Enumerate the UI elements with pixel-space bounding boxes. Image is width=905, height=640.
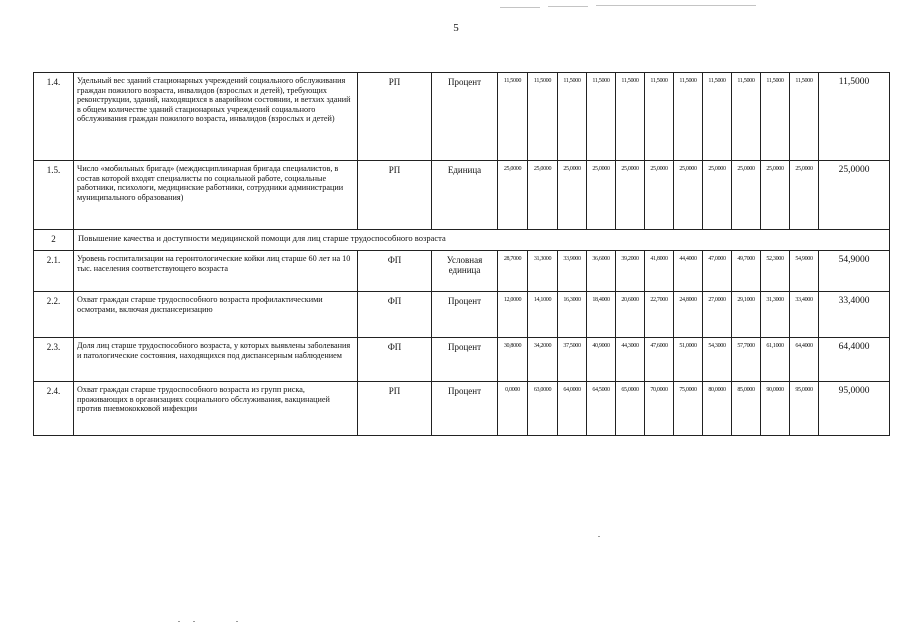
unit-of-measure: Процент [432, 292, 498, 338]
year-value: 64,5000 [587, 382, 616, 436]
unit-of-measure: Единица [432, 161, 498, 230]
year-value: 64,4000 [790, 338, 819, 382]
year-value: 28,7000 [498, 251, 528, 292]
year-value: 20,6000 [616, 292, 645, 338]
scan-speck [236, 621, 238, 622]
scan-speck [178, 621, 180, 622]
year-value: 11,5000 [616, 73, 645, 161]
final-value: 95,0000 [819, 382, 890, 436]
year-value: 90,0000 [761, 382, 790, 436]
year-value: 49,7000 [732, 251, 761, 292]
year-value: 11,5000 [558, 73, 587, 161]
table-row [34, 338, 890, 382]
year-value: 44,3000 [616, 338, 645, 382]
table-row [34, 292, 890, 338]
year-value: 30,8000 [498, 338, 528, 382]
indicators-table [33, 72, 890, 436]
year-value: 39,2000 [616, 251, 645, 292]
year-value: 64,0000 [558, 382, 587, 436]
row-number: 1.4. [34, 73, 74, 161]
year-value: 14,1000 [528, 292, 558, 338]
year-value: 11,5000 [703, 73, 732, 161]
table-row [34, 73, 890, 161]
indicator-level: ФП [358, 251, 432, 292]
year-value: 80,0000 [703, 382, 732, 436]
year-value: 57,7000 [732, 338, 761, 382]
year-value: 34,2000 [528, 338, 558, 382]
year-value: 25,0000 [558, 161, 587, 230]
unit-of-measure: Процент [432, 382, 498, 436]
year-value: 0,0000 [498, 382, 528, 436]
final-value: 33,4000 [819, 292, 890, 338]
final-value: 25,0000 [819, 161, 890, 230]
year-value: 11,5000 [645, 73, 674, 161]
year-value: 25,0000 [498, 161, 528, 230]
year-value: 11,5000 [674, 73, 703, 161]
year-value: 25,0000 [645, 161, 674, 230]
year-value: 27,0000 [703, 292, 732, 338]
year-value: 31,3000 [528, 251, 558, 292]
year-value: 24,8000 [674, 292, 703, 338]
unit-of-measure: Условная единица [432, 251, 498, 292]
scan-artifact-line [548, 6, 588, 7]
year-value: 11,5000 [587, 73, 616, 161]
year-value: 11,5000 [790, 73, 819, 161]
year-value: 11,5000 [732, 73, 761, 161]
year-value: 51,0000 [674, 338, 703, 382]
indicator-level: РП [358, 161, 432, 230]
row-number: 2.1. [34, 251, 74, 292]
indicator-name: Охват граждан старше трудоспособного возраста из групп риска, проживающих в организациях социального обслуживания, вакцинацией против пневмококковой инфекции [74, 382, 358, 436]
year-value: 52,3000 [761, 251, 790, 292]
final-value: 64,4000 [819, 338, 890, 382]
year-value: 31,3000 [761, 292, 790, 338]
year-value: 25,0000 [732, 161, 761, 230]
year-value: 85,0000 [732, 382, 761, 436]
unit-of-measure: Процент [432, 73, 498, 161]
unit-of-measure: Процент [432, 338, 498, 382]
table-row [34, 251, 890, 292]
indicator-name: Число «мобильных бригад» (междисциплинарная бригада специалистов, в состав которой входят специалисты по социальной работе, социальные работники, психологи, медицинские работники, сотрудники администрации муниципального образования) [74, 161, 358, 230]
year-value: 47,0000 [703, 251, 732, 292]
year-value: 25,0000 [616, 161, 645, 230]
year-value: 54,9000 [790, 251, 819, 292]
year-value: 25,0000 [674, 161, 703, 230]
year-value: 12,0000 [498, 292, 528, 338]
scan-speck [193, 621, 195, 622]
year-value: 40,9000 [587, 338, 616, 382]
indicator-level: РП [358, 73, 432, 161]
year-value: 65,0000 [616, 382, 645, 436]
page-number: 5 [453, 22, 459, 34]
row-number: 2.3. [34, 338, 74, 382]
year-value: 11,5000 [498, 73, 528, 161]
year-value: 16,3000 [558, 292, 587, 338]
year-value: 22,7000 [645, 292, 674, 338]
row-number: 1.5. [34, 161, 74, 230]
section-row [34, 230, 890, 251]
year-value: 61,1000 [761, 338, 790, 382]
year-value: 33,4000 [790, 292, 819, 338]
indicator-name: Охват граждан старше трудоспособного возраста профилактическими осмотрами, включая диспансеризацию [74, 292, 358, 338]
table-row [34, 161, 890, 230]
final-value: 54,9000 [819, 251, 890, 292]
year-value: 29,1000 [732, 292, 761, 338]
section-title: Повышение качества и доступности медицинской помощи для лиц старше трудоспособного возраста [74, 230, 890, 251]
row-number: 2.4. [34, 382, 74, 436]
year-value: 44,4000 [674, 251, 703, 292]
indicator-name: Уровень госпитализации на геронтологические койки лиц старше 60 лет на 10 тыс. населения соответствующего возраста [74, 251, 358, 292]
scan-artifact-line [500, 7, 540, 8]
indicator-level: ФП [358, 338, 432, 382]
year-value: 18,4000 [587, 292, 616, 338]
indicator-name: Удельный вес зданий стационарных учреждений социального обслуживания граждан пожилого возраста, инвалидов (взрослых и детей), требующих реконструкции, зданий, находящихся в аварийном состоянии, и ветхих зданий в общем количестве зданий стационарных учреждений социального обслуживания граждан пожилого возраста, инвалидов (взрослых и детей) [74, 73, 358, 161]
year-value: 25,0000 [528, 161, 558, 230]
year-value: 11,5000 [761, 73, 790, 161]
year-value: 41,8000 [645, 251, 674, 292]
year-value: 36,6000 [587, 251, 616, 292]
indicator-name: Доля лиц старше трудоспособного возраста, у которых выявлены заболевания и патологические состояния, находящихся под диспансерным наблюдением [74, 338, 358, 382]
year-value: 25,0000 [587, 161, 616, 230]
year-value: 70,0000 [645, 382, 674, 436]
scan-speck [598, 536, 600, 537]
year-value: 25,0000 [703, 161, 732, 230]
scan-artifact-line [596, 5, 756, 6]
year-value: 11,5000 [528, 73, 558, 161]
section-number: 2 [34, 230, 74, 251]
year-value: 25,0000 [790, 161, 819, 230]
table-row [34, 382, 890, 436]
indicator-level: ФП [358, 292, 432, 338]
year-value: 54,3000 [703, 338, 732, 382]
year-value: 47,6000 [645, 338, 674, 382]
final-value: 11,5000 [819, 73, 890, 161]
year-value: 95,0000 [790, 382, 819, 436]
year-value: 75,0000 [674, 382, 703, 436]
row-number: 2.2. [34, 292, 74, 338]
year-value: 25,0000 [761, 161, 790, 230]
indicator-level: РП [358, 382, 432, 436]
year-value: 37,5000 [558, 338, 587, 382]
year-value: 33,9000 [558, 251, 587, 292]
year-value: 63,0000 [528, 382, 558, 436]
